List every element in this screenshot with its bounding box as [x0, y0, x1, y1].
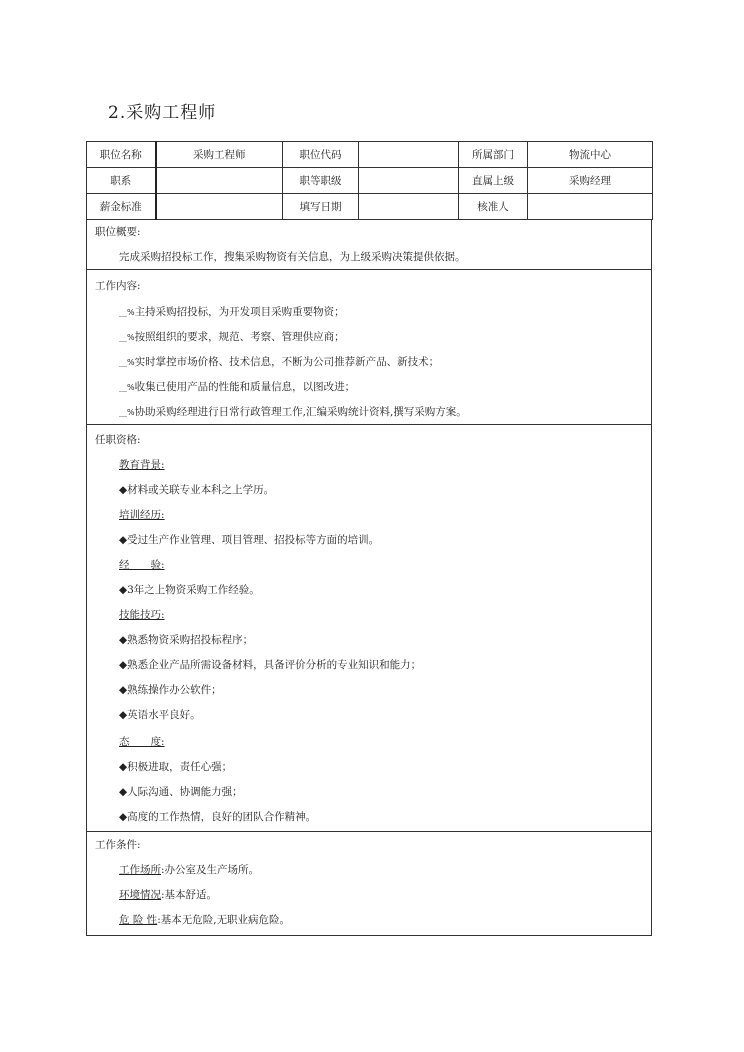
duty-item [119, 404, 467, 419]
field-label: 直属上级 [459, 168, 528, 194]
field-value: 物流中心 [528, 142, 653, 168]
duty-prefix: __% [119, 358, 135, 367]
qualification-item: ◆英语水平良好。 [119, 709, 201, 721]
header-row [87, 142, 653, 168]
duty-prefix: __% [119, 333, 135, 342]
qualification-label-training: 培训经历: [119, 509, 165, 521]
qualification-label-attitude: 态 度: [119, 736, 165, 748]
field-value [156, 168, 283, 194]
qualification-item: ◆熟悉企业产品所需设备材料，具备评价分析的专业知识和能力； [119, 659, 422, 671]
field-value: 采购经理 [528, 168, 653, 194]
duty-prefix: __% [119, 308, 135, 317]
duty-text: 实时掌控市场价格、技术信息，不断为公司推荐新产品、新技术； [134, 356, 440, 368]
qualification-label-skills: 技能技巧: [119, 609, 165, 621]
field-value [528, 194, 653, 220]
condition-item [119, 912, 290, 927]
field-value [359, 142, 459, 168]
field-label: 薪金标准 [87, 194, 156, 220]
page-title: 2.采购工程师 [108, 103, 217, 123]
condition-value: :办公室及生产场所。 [161, 864, 260, 876]
duty-text: 收集已使用产品的性能和质量信息，以图改进； [134, 381, 356, 393]
condition-label: 危 险 性 [119, 914, 158, 926]
qualification-item: ◆熟练操作办公软件； [119, 684, 222, 696]
field-value [359, 194, 459, 220]
header-row [87, 194, 653, 220]
qualification-label-education: 教育背景: [119, 459, 165, 471]
duty-item [119, 379, 355, 394]
field-label: 所属部门 [459, 142, 528, 168]
qualification-item: ◆高度的工作热情，良好的团队合作精神。 [119, 811, 317, 823]
duty-text: 按照组织的要求，规范、考察、管理供应商； [134, 331, 345, 343]
header-table [86, 141, 653, 220]
qualifications-section [86, 425, 652, 832]
duty-text: 主持采购招投标，为开发项目采购重要物资； [134, 306, 345, 318]
duties-heading: 工作内容: [95, 280, 141, 292]
duty-item [119, 354, 439, 369]
qualification-item: ◆积极进取，责任心强； [119, 761, 233, 773]
duty-prefix: __% [119, 408, 135, 417]
qualification-item: ◆材料或关联专业本科之上学历。 [119, 484, 275, 496]
field-value [359, 168, 459, 194]
qualification-item: ◆熟悉物资采购招投标程序； [119, 634, 254, 646]
condition-item [119, 862, 259, 877]
condition-value: :基本舒适。 [161, 889, 218, 901]
field-label: 填写日期 [283, 194, 359, 220]
qualification-label-experience: 经 验: [119, 559, 165, 571]
duty-item [119, 329, 345, 344]
duty-item [119, 304, 345, 319]
condition-label: 环境情况 [119, 889, 161, 901]
field-value [156, 194, 283, 220]
qualification-item: ◆3年之上物资采购工作经验。 [119, 584, 260, 596]
field-label: 职等职级 [283, 168, 359, 194]
qualification-item: ◆人际沟通、协调能力强； [119, 786, 243, 798]
header-row [87, 168, 653, 194]
condition-value: :基本无危险,无职业病危险。 [157, 914, 291, 926]
field-value: 采购工程师 [156, 142, 283, 168]
field-label: 职系 [87, 168, 156, 194]
qualification-item: ◆受过生产作业管理、项目管理、招投标等方面的培训。 [119, 534, 380, 546]
condition-label: 工作场所 [119, 864, 161, 876]
summary-text: 完成采购招投标工作，搜集采购物资有关信息，为上级采购决策提供依据。 [119, 251, 466, 263]
field-label: 核准人 [459, 194, 528, 220]
conditions-heading: 工作条件: [95, 839, 141, 851]
condition-item [119, 887, 217, 902]
conditions-section [86, 832, 652, 936]
field-label: 职位代码 [283, 142, 359, 168]
duties-section [86, 270, 652, 425]
summary-section [86, 219, 652, 270]
field-label: 职位名称 [87, 142, 156, 168]
summary-heading: 职位概要: [95, 226, 141, 238]
duty-prefix: __% [119, 383, 135, 392]
qualifications-heading: 任职资格: [95, 434, 141, 446]
duty-text: 协助采购经理进行日常行政管理工作,汇编采购统计资料,撰写采购方案。 [134, 406, 467, 418]
